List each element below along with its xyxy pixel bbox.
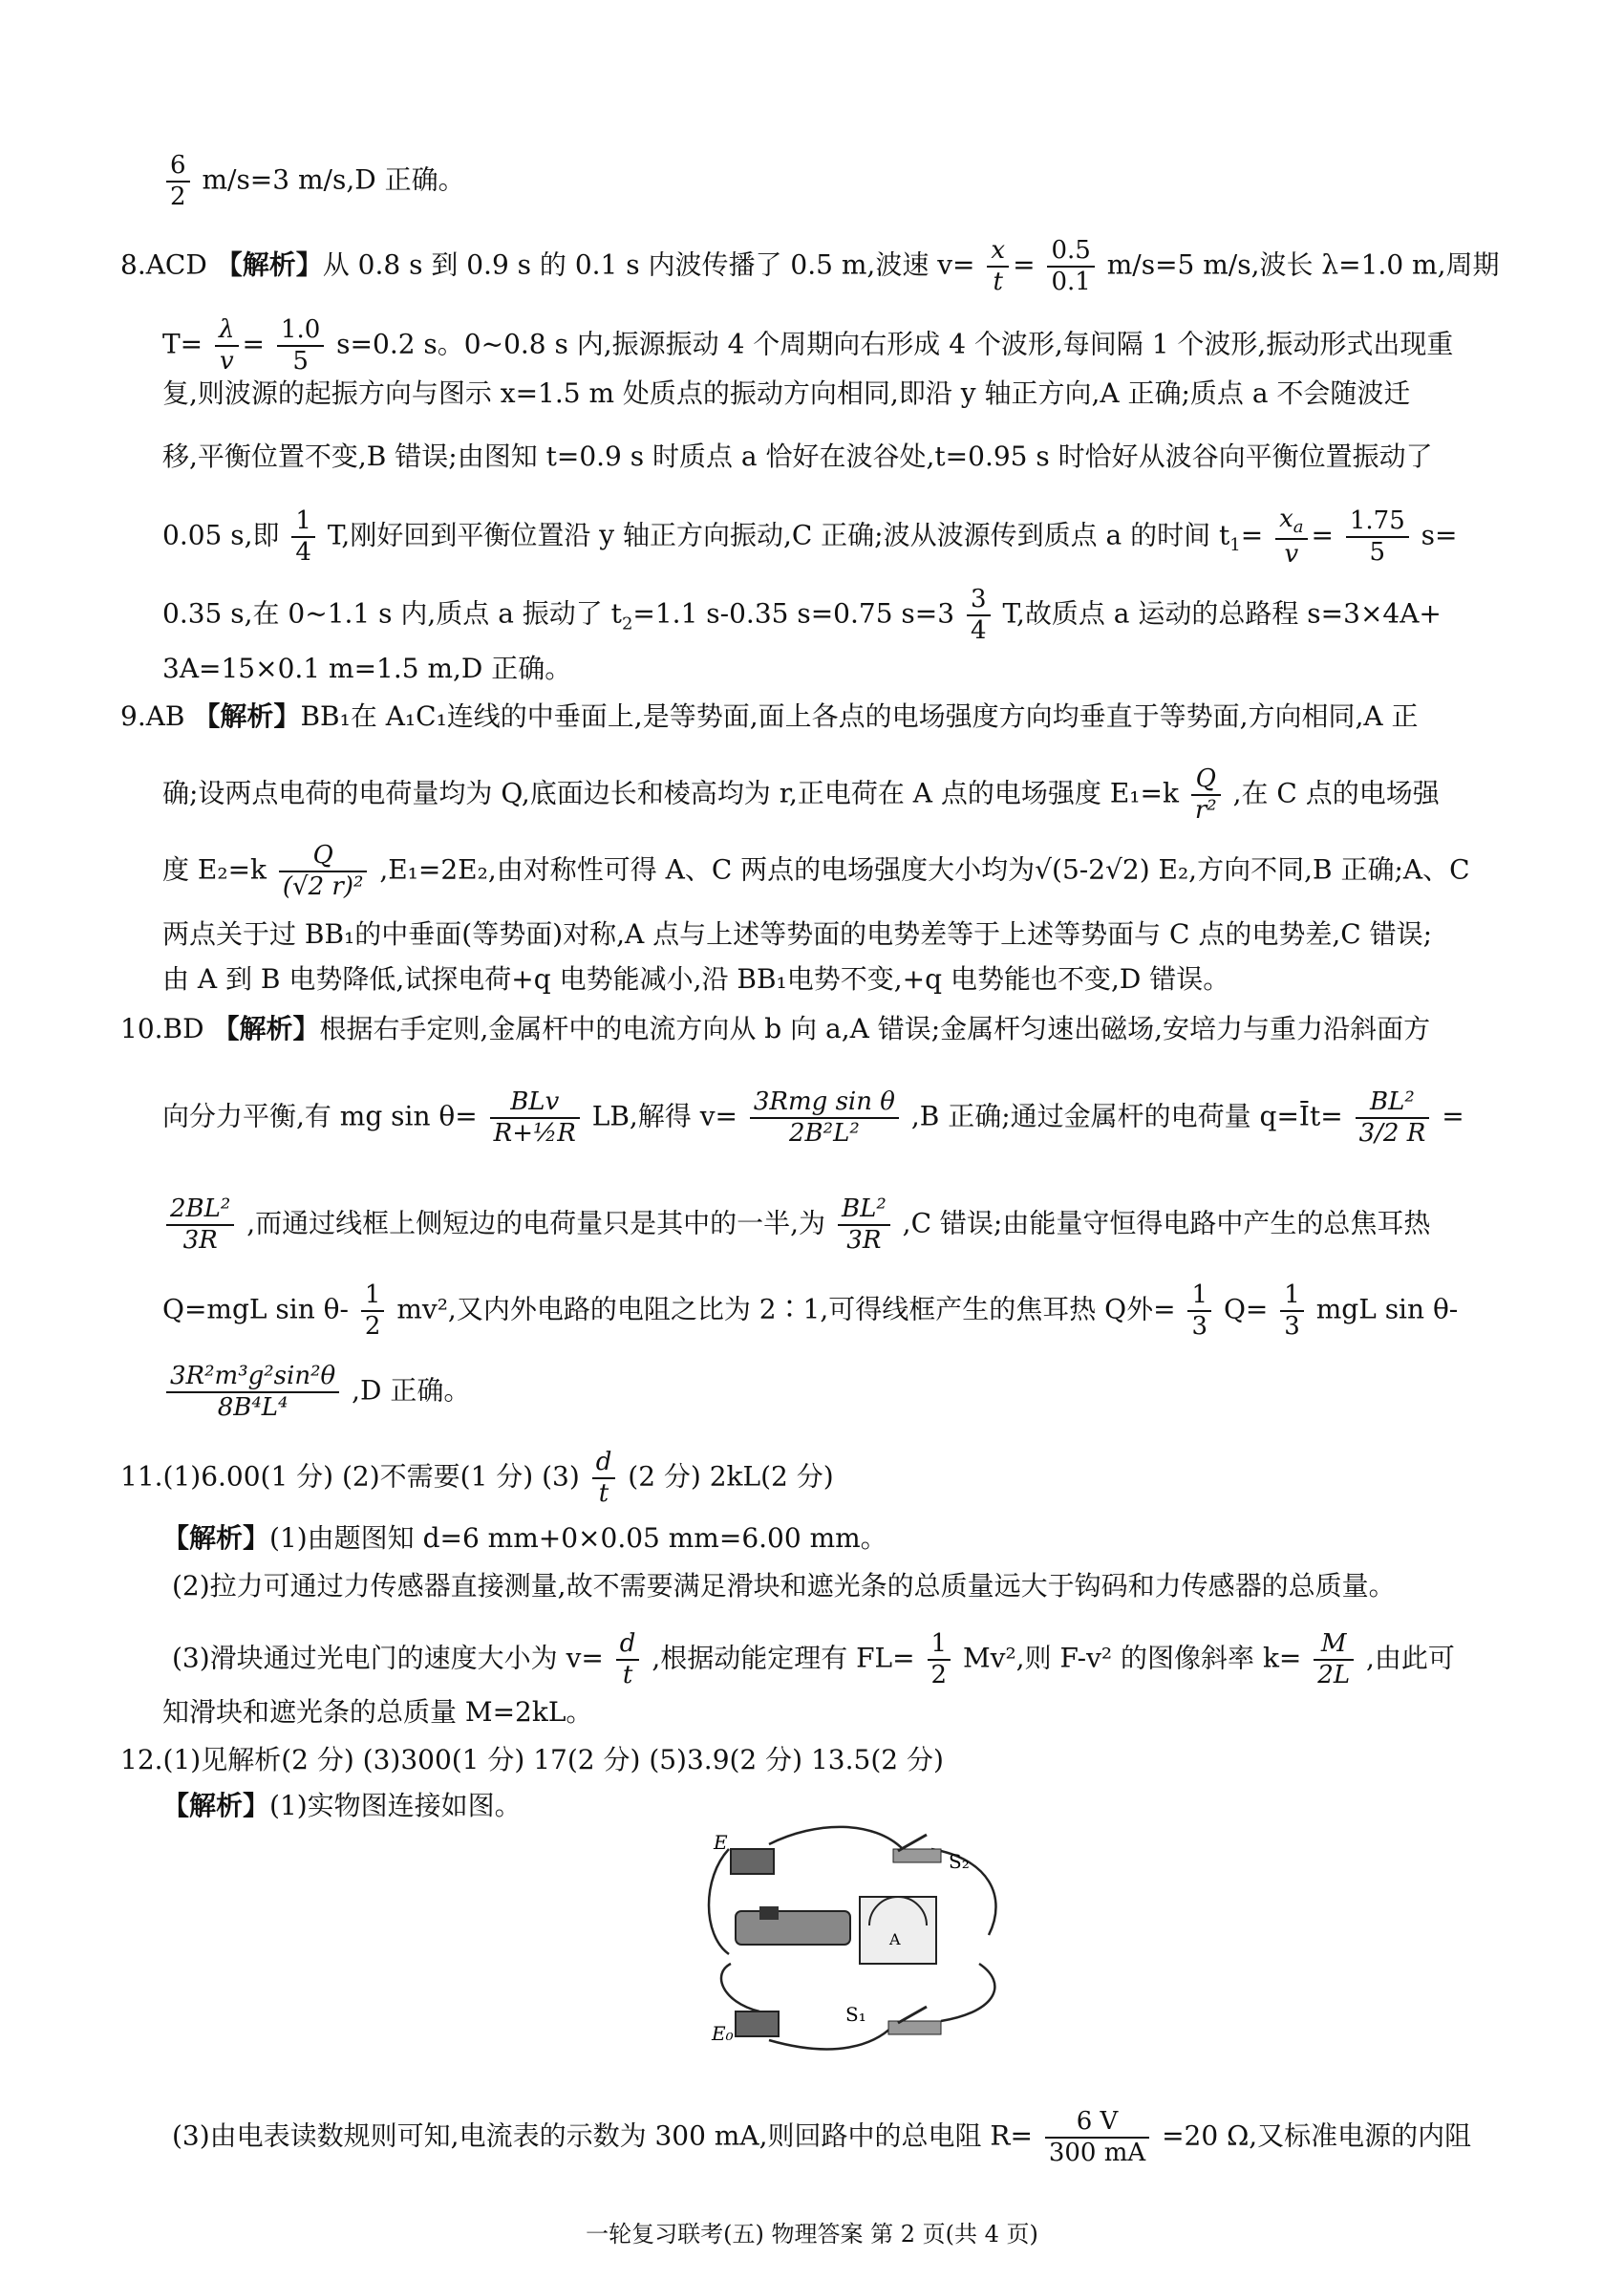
- q9-line-3: 度 E₂=k $\frac{Q}{\text{(√2 r)²}}$ ,E₁=2E₂,由对称性可得 A、C 两点的电场强度大小均为√(5-2√2) E₂,方向不同,B 正确;A、C: [162, 841, 1470, 902]
- fraction: $\frac{\text{BL²}}{3/2 R}$: [1356, 1087, 1430, 1149]
- fraction: $\frac{\text{3R²m³g²sin²θ}}{\text{8B⁴L⁴}}$: [166, 1362, 339, 1423]
- wire: [769, 1827, 903, 1849]
- fraction: $\frac{1.75}{5}$: [1346, 506, 1409, 568]
- q8-line-4: 移,平衡位置不变,B 错误;由图知 t=0.9 s 时质点 a 恰好在波谷处,t=0.95 s 时恰好从波谷向平衡位置振动了: [162, 441, 1433, 472]
- q10-line-2: 向分力平衡,有 mg sin θ= BLv R+½R LB,解得 v= 3Rmg sin θ 2B²L² ,B 正确;通过金属杆的电荷量 q=Īt= $\frac{\text{BL²}}{3/2 R}$ =: [162, 1087, 1464, 1149]
- q11-line-2: 【解析】(1)由题图知 d=6 mm+0×0.05 mm=6.00 mm。: [162, 1522, 887, 1554]
- wire: [769, 2026, 893, 2049]
- q8-line-3: 复,则波源的起振方向与图示 x=1.5 m 处质点的振动方向相同,即沿 y 轴正方向,A 正确;质点 a 不会随波迁: [162, 377, 1411, 409]
- wire: [941, 1964, 994, 2021]
- q8-line-2: T= $\frac{\lambda}{v}$ = $\frac{1.0}{5}$ s=0.2 s。0~0.8 s 内,振源振动 4 个周期向右形成 4 个波形,每间隔 1 个波形,振动形式出现重: [162, 315, 1454, 376]
- fraction: $\frac{M}{2L}$: [1314, 1629, 1354, 1690]
- fraction: $\frac{\lambda}{v}$: [215, 315, 238, 376]
- q12-line-1: 12.(1)见解析(2 分) (3)300(1 分) 17(2 分) (5)3.9(2 分) 13.5(2 分): [120, 1744, 944, 1775]
- fraction: $\frac{1}{2}$: [361, 1280, 385, 1342]
- q8-line-6: 0.35 s,在 0~1.1 s 内,质点 a 振动了 $t_2=1.1$ s-0.35 s=0.75 s=3 $\frac{3}{4}$ T,故质点 a 运动的总路程 s=3×4A+: [162, 585, 1442, 646]
- fraction: $\frac{1.0}{5}$: [277, 315, 324, 376]
- fraction: $\frac{x_a}{v}$: [1275, 505, 1307, 570]
- label-e0: E₀: [712, 2022, 734, 2045]
- battery-e0-icon: [736, 2011, 779, 2036]
- wire: [709, 1849, 729, 1954]
- q9-line-1: 9.AB 【解析】BB₁在 A₁C₁连线的中垂面上,是等势面,面上各点的电场强度方向均垂直于等势面,方向相同,A 正: [120, 700, 1419, 732]
- fraction: $\frac{1}{3}$: [1280, 1280, 1304, 1342]
- q8-line-5: 0.05 s,即 $\frac{1}{4}$ T,刚好回到平衡位置沿 y 轴正方向振动,C 正确;波从波源传到质点 a 的时间 $t_1=$ $\frac{x_a}{v}$ = $\frac{1.75}{5}$ s=: [162, 505, 1458, 569]
- q9-line-2: 确;设两点电荷的电荷量均为 Q,底面边长和棱高均为 r,正电荷在 A 点的电场强度 E₁=k $\frac{Q}{\text{r²}}$ ,在 C 点的电场强: [162, 764, 1440, 826]
- fraction: $\frac{0.5}{0.1}$: [1047, 236, 1094, 297]
- q9-line-5: 由 A 到 B 电势降低,试探电荷+q 电势能减小,沿 BB₁电势不变,+q 电势能也不变,D 错误。: [162, 963, 1230, 995]
- label-ammeter: A: [889, 1930, 901, 1948]
- fraction: $\frac{x}{t}$: [987, 236, 1009, 297]
- q11-line-4: (3)滑块通过光电门的速度大小为 v= $\frac{d}{t}$ ,根据动能定理有 FL= $\frac{1}{2}$ Mv²,则 F-v² 的图像斜率 k= $\frac{M}{2L}$ ,由此可: [172, 1629, 1455, 1690]
- q10-line-5: $\frac{\text{3R²m³g²sin²θ}}{\text{8B⁴L⁴}}$ ,D 正确。: [162, 1362, 470, 1423]
- label-s2: S₂: [949, 1850, 970, 1873]
- switch-s1-icon: [888, 2021, 941, 2034]
- q12-line-3: (3)由电表读数规则可知,电流表的示数为 300 mA,则回路中的总电阻 R= $\frac{6 V}{300 mA}$ =20 Ω,又标准电源的内阻: [172, 2107, 1472, 2168]
- q11-line-3: (2)拉力可通过力传感器直接测量,故不需要满足滑块和遮光条的总质量远大于钩码和力传感器的总质量。: [172, 1570, 1396, 1602]
- fraction: BLv R+½R: [490, 1087, 580, 1149]
- q9-line-4: 两点关于过 BB₁的中垂面(等势面)对称,A 点与上述等势面的电势差等于上述等势面与 C 点的电势差,C 错误;: [162, 918, 1433, 950]
- q8-line-7: 3A=15×0.1 m=1.5 m,D 正确。: [162, 653, 572, 684]
- q8-line-1: 8.ACD 【解析】从 0.8 s 到 0.9 s 的 0.1 s 内波传播了 0.5 m,波速 v= $\frac{x}{t}$ = $\frac{0.5}{0.1}$ m/s=5 m/s,波长 λ=1.0 m,周期: [120, 236, 1500, 297]
- wire: [721, 1964, 759, 2011]
- fraction: $\frac{6}{2}$: [166, 151, 190, 212]
- battery-e-icon: [731, 1849, 774, 1874]
- page-footer: 一轮复习联考(五) 物理答案 第 2 页(共 4 页): [586, 2221, 1038, 2248]
- fraction: $\frac{3}{4}$: [967, 585, 991, 646]
- fraction: $\frac{6 V}{300 mA}$: [1045, 2107, 1149, 2168]
- fraction: $\frac{1}{3}$: [1187, 1280, 1211, 1342]
- q10-line-3: $\frac{\text{2BL²}}{3R}$ ,而通过线框上侧短边的电荷量只是其中的一半,为 $\frac{\text{BL²}}{3R}$ ,C 错误;由能量守恒得电路中产生的总焦耳热: [162, 1194, 1430, 1256]
- q11-line-5: 知滑块和遮光条的总质量 M=2kL。: [162, 1696, 593, 1728]
- fraction: $\frac{Q}{\text{(√2 r)²}}$: [279, 841, 368, 902]
- fraction: $\frac{Q}{\text{r²}}$: [1191, 764, 1221, 826]
- fraction: $\frac{1}{2}$: [928, 1629, 951, 1690]
- fraction: $\frac{d}{t}$: [592, 1448, 616, 1509]
- q12-line-2: 【解析】(1)实物图连接如图。: [162, 1790, 522, 1821]
- fraction: 3Rmg sin θ 2B²L²: [750, 1087, 899, 1149]
- fraction: $\frac{\text{BL²}}{3R}$: [838, 1194, 890, 1256]
- q10-line-1: 10.BD 【解析】根据右手定则,金属杆中的电流方向从 b 向 a,A 错误;金属杆匀速出磁场,安培力与重力沿斜面方: [120, 1013, 1431, 1044]
- rheostat-icon: [736, 1911, 850, 1945]
- fraction: $\frac{d}{t}$: [616, 1629, 640, 1690]
- label-e: E: [714, 1831, 728, 1854]
- label-s1: S₁: [845, 2003, 866, 2026]
- circuit-figure: [702, 1820, 1027, 2078]
- fraction: $\frac{\text{2BL²}}{3R}$: [166, 1194, 234, 1256]
- q10-line-4: Q=mgL sin θ- $\frac{1}{2}$ mv²,又内外电路的电阻之比为 2∶1,可得线框产生的焦耳热 Q外= $\frac{1}{3}$ Q= $\frac{1}{3}$ mgL sin θ-: [162, 1280, 1459, 1342]
- q11-line-1: 11.(1)6.00(1 分) (2)不需要(1 分) (3) $\frac{d}{t}$ (2 分) 2kL(2 分): [120, 1448, 834, 1509]
- fraction: $\frac{1}{4}$: [291, 506, 315, 568]
- line-0: $\frac{6}{2}$ m/s=3 m/s,D 正确。: [162, 151, 465, 212]
